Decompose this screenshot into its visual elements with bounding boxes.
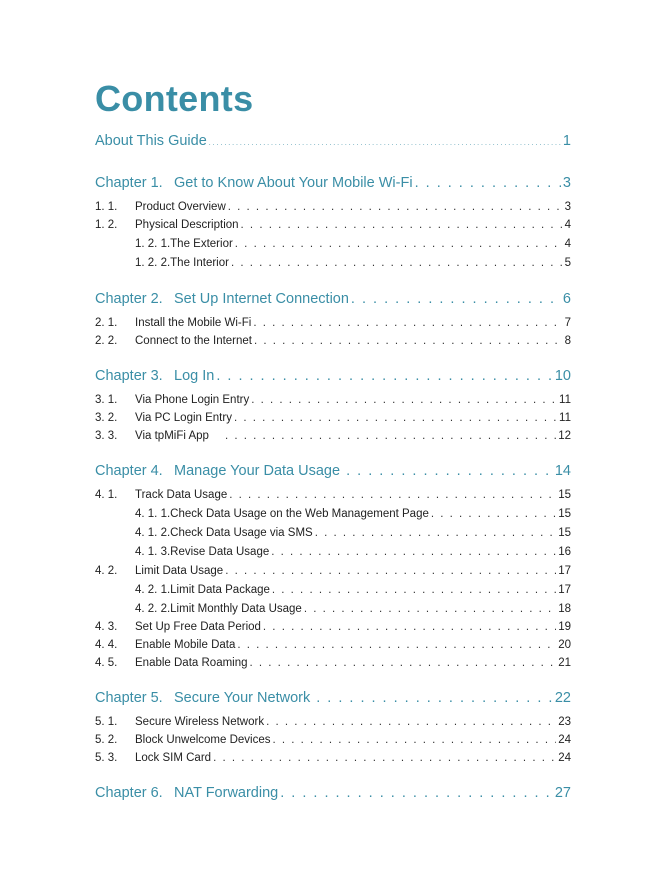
subsection-title: 4. 1. 3.Revise Data Usage [135, 546, 270, 558]
leader-dots [431, 508, 556, 520]
toc-chapter-2[interactable] [95, 291, 571, 307]
section-number: 4. 2. [95, 565, 118, 577]
section-title: Enable Mobile Data [135, 639, 236, 651]
section-number: 1. 2. [95, 219, 118, 231]
about-page: 1 [562, 133, 571, 149]
subsection-page: 15 [558, 527, 571, 539]
section-title: Enable Data Roaming [135, 657, 248, 669]
leader-dots [254, 335, 563, 347]
chapter-title: Get to Know About Your Mobile Wi-Fi [174, 175, 413, 191]
chapter-number: Chapter 6. [95, 785, 163, 801]
chapter-title: Log In [174, 368, 215, 384]
leader-dots [280, 785, 553, 801]
subsection-page: 15 [558, 508, 571, 520]
subsection-page: 18 [558, 603, 571, 615]
section-page: 3 [564, 201, 571, 213]
chapter-page: 10 [554, 368, 571, 384]
section-number: 1. 1. [95, 201, 118, 213]
leader-dots [346, 463, 553, 479]
toc-subsection[interactable] [135, 508, 571, 520]
toc-section[interactable] [95, 657, 571, 669]
leader-dots [216, 368, 553, 384]
toc-section[interactable] [95, 716, 571, 728]
chapter-title: Manage Your Data Usage [174, 463, 341, 479]
toc-subsection[interactable] [135, 257, 571, 269]
leader-dots [271, 546, 556, 558]
toc-chapter-1[interactable] [95, 175, 571, 191]
leader-dots [266, 716, 556, 728]
section-number: 2. 1. [95, 317, 118, 329]
section-title: Via Phone Login Entry [135, 394, 250, 406]
section-title: Track Data Usage [135, 489, 228, 501]
leader-dots [263, 621, 556, 633]
toc-chapter-5[interactable] [95, 690, 571, 706]
leader-dots [228, 201, 563, 213]
section-page: 17 [558, 565, 571, 577]
section-title: Product Overview [135, 201, 226, 213]
section-number: 4. 5. [95, 657, 118, 669]
leader-dots [351, 291, 561, 307]
leader-dots [316, 690, 553, 706]
section-number: 5. 3. [95, 752, 118, 764]
toc-chapter-4[interactable] [95, 463, 571, 479]
toc-section[interactable] [95, 317, 571, 329]
section-number: 4. 1. [95, 489, 118, 501]
leader-dots [235, 238, 563, 250]
section-page: 11 [559, 394, 571, 406]
section-title: Secure Wireless Network [135, 716, 265, 728]
leader-dots [225, 565, 556, 577]
toc-section[interactable] [95, 621, 571, 633]
toc-subsection[interactable] [135, 584, 571, 596]
leader-dots [251, 394, 557, 406]
section-page: 24 [558, 752, 571, 764]
section-page: 11 [559, 412, 571, 424]
chapter-number: Chapter 2. [95, 291, 163, 307]
section-number: 3. 1. [95, 394, 118, 406]
leader-dots [229, 489, 556, 501]
section-page: 20 [558, 639, 571, 651]
section-title: Lock SIM Card [135, 752, 212, 764]
section-number: 3. 3. [95, 430, 118, 442]
subsection-title: 1. 2. 1.The Exterior [135, 238, 233, 250]
toc-section[interactable] [95, 430, 571, 442]
toc-section[interactable] [95, 219, 571, 231]
section-page: 15 [558, 489, 571, 501]
section-page: 4 [564, 219, 571, 231]
chapter-page: 14 [554, 463, 571, 479]
section-title: Install the Mobile Wi-Fi [135, 317, 252, 329]
leader-dots [415, 175, 561, 191]
toc-section[interactable] [95, 201, 571, 213]
toc-chapter-3[interactable] [95, 368, 571, 384]
chapter-page: 27 [554, 785, 571, 801]
section-number: 4. 4. [95, 639, 118, 651]
chapter-number: Chapter 4. [95, 463, 163, 479]
section-page: 8 [564, 335, 571, 347]
leader-dots [253, 317, 562, 329]
section-title: Physical Description [135, 219, 239, 231]
section-title: Limit Data Usage [135, 565, 224, 577]
toc-subsection[interactable] [135, 238, 571, 250]
chapter-title: Secure Your Network [174, 690, 311, 706]
leader-dots [250, 657, 557, 669]
toc-section[interactable] [95, 394, 571, 406]
section-number: 5. 2. [95, 734, 118, 746]
section-page: 21 [558, 657, 571, 669]
leader-dots [304, 603, 556, 615]
section-number: 3. 2. [95, 412, 118, 424]
section-page: 12 [558, 430, 571, 442]
subsection-title: 4. 2. 1.Limit Data Package [135, 584, 270, 596]
subsection-page: 16 [558, 546, 571, 558]
page-title: Contents [95, 78, 254, 119]
toc-section[interactable] [95, 489, 571, 501]
section-page: 24 [558, 734, 571, 746]
toc-subsection[interactable] [135, 546, 571, 558]
leader-dots [273, 734, 557, 746]
chapter-title: Set Up Internet Connection [174, 291, 349, 307]
section-title: Connect to the Internet [135, 335, 252, 347]
section-page: 23 [558, 716, 571, 728]
section-number: 4. 3. [95, 621, 118, 633]
leader-dots [272, 584, 556, 596]
leader-dots [225, 430, 556, 442]
leader-dots [209, 140, 561, 147]
chapter-page: 22 [554, 690, 571, 706]
chapter-number: Chapter 5. [95, 690, 163, 706]
leader-dots [213, 752, 556, 764]
about-label: About This Guide [95, 133, 207, 149]
section-page: 7 [564, 317, 571, 329]
toc-section[interactable] [95, 412, 571, 424]
section-number: 2. 2. [95, 335, 118, 347]
toc-section[interactable] [95, 565, 571, 577]
leader-dots [234, 412, 557, 424]
toc-entry-about[interactable] [95, 133, 571, 149]
section-title: Via PC Login Entry [135, 412, 232, 424]
section-page: 19 [558, 621, 571, 633]
subsection-page: 5 [564, 257, 571, 269]
chapter-title: NAT Forwarding [174, 785, 279, 801]
toc-chapter-6[interactable] [95, 785, 571, 801]
subsection-page: 17 [558, 584, 571, 596]
leader-dots [241, 219, 563, 231]
subsection-title: 1. 2. 2.The Interior [135, 257, 229, 269]
toc-section[interactable] [95, 752, 571, 764]
toc-section[interactable] [95, 335, 571, 347]
leader-dots [231, 257, 563, 269]
chapter-number: Chapter 1. [95, 175, 163, 191]
subsection-title: 4. 2. 2.Limit Monthly Data Usage [135, 603, 302, 615]
chapter-page: 3 [562, 175, 571, 191]
section-title: Block Unwelcome Devices [135, 734, 271, 746]
section-number: 5. 1. [95, 716, 118, 728]
section-title: Via tpMiFi App [135, 430, 209, 442]
chapter-number: Chapter 3. [95, 368, 163, 384]
leader-dots [237, 639, 556, 651]
leader-dots [315, 527, 557, 539]
toc-section[interactable] [95, 734, 571, 746]
section-title: Set Up Free Data Period [135, 621, 261, 633]
toc-subsection[interactable] [135, 603, 571, 615]
subsection-page: 4 [564, 238, 571, 250]
subsection-title: 4. 1. 1.Check Data Usage on the Web Management Page [135, 508, 429, 520]
toc-section[interactable] [95, 639, 571, 651]
chapter-page: 6 [562, 291, 571, 307]
subsection-title: 4. 1. 2.Check Data Usage via SMS [135, 527, 313, 539]
toc-subsection[interactable] [135, 527, 571, 539]
